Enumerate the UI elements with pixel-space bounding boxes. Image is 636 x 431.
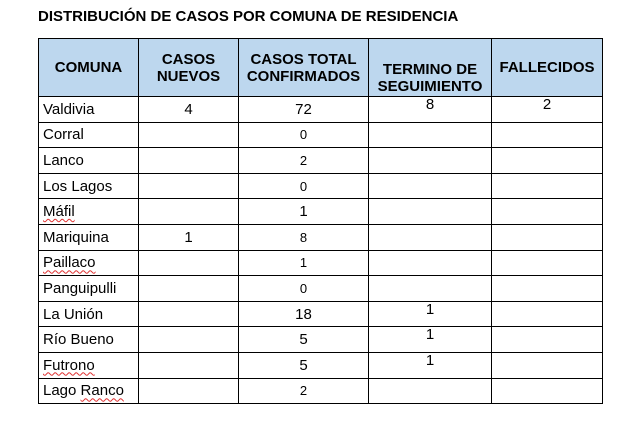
header-casos-nuevos (139, 39, 239, 97)
cell-total: 0 (239, 173, 369, 199)
cell-comuna (39, 276, 139, 302)
cell-termino: 1 (369, 352, 492, 378)
cell-nuevos: 4 (139, 97, 239, 123)
table-row (39, 122, 603, 148)
table-row (39, 301, 603, 327)
cell-comuna (39, 173, 139, 199)
header-casos-total (239, 39, 369, 97)
cell-total: 1 (239, 199, 369, 225)
header-row (39, 39, 603, 97)
cell-nuevos (139, 122, 239, 148)
cell-nuevos (139, 199, 239, 225)
header-casos-nuevos-line2: NUEVOS (156, 67, 221, 85)
header-casos-total-line1: CASOS TOTAL (250, 50, 357, 68)
table-row (39, 327, 603, 353)
cell-termino: 1 (369, 301, 492, 327)
header-termino-line1: TERMINO DE (382, 61, 478, 78)
cell-fallecidos (492, 276, 603, 302)
cell-termino (369, 276, 492, 302)
header-casos-total-line2: CONFIRMADOS (246, 67, 361, 85)
cell-nuevos: 1 (139, 224, 239, 250)
comuna-name: Mariquina (43, 228, 109, 246)
cell-fallecidos (492, 250, 603, 276)
cell-termino: 1 (369, 327, 492, 353)
cell-total: 8 (239, 224, 369, 250)
cell-total: 1 (239, 250, 369, 276)
header-fallecidos: FALLECIDOS (492, 39, 603, 97)
header-comuna: COMUNA (39, 39, 139, 97)
comuna-name: Río Bueno (43, 331, 114, 349)
cell-comuna (39, 327, 139, 353)
cell-fallecidos (492, 301, 603, 327)
comuna-name: Lanco (43, 151, 84, 169)
comuna-name: La Unión (43, 305, 104, 323)
cell-total: 0 (239, 276, 369, 302)
cell-termino: 8 (369, 97, 492, 123)
table-row (39, 97, 603, 123)
comuna-name: Los Lagos (43, 177, 113, 195)
cell-total: 72 (239, 97, 369, 123)
table-row (39, 250, 603, 276)
cell-comuna (39, 122, 139, 148)
cell-total: 18 (239, 301, 369, 327)
cell-comuna (39, 199, 139, 225)
cell-comuna (39, 148, 139, 174)
header-casos-nuevos-line1: CASOS (161, 50, 216, 68)
comuna-name: Panguipulli (43, 279, 117, 297)
cell-nuevos (139, 250, 239, 276)
cell-fallecidos (492, 224, 603, 250)
cell-fallecidos (492, 122, 603, 148)
table-row (39, 199, 603, 225)
table-row (39, 378, 603, 404)
comuna-name: Futrono (43, 356, 95, 374)
cell-fallecidos (492, 327, 603, 353)
comuna-name: Valdivia (43, 100, 95, 118)
cell-fallecidos (492, 173, 603, 199)
cell-comuna (39, 250, 139, 276)
table-row (39, 173, 603, 199)
table-row (39, 224, 603, 250)
cell-fallecidos (492, 378, 603, 404)
cell-fallecidos (492, 199, 603, 225)
header-termino-line2: SEGUIMIENTO (377, 78, 483, 95)
cell-nuevos (139, 301, 239, 327)
cell-comuna (39, 352, 139, 378)
header-termino (369, 39, 492, 97)
table-row (39, 276, 603, 302)
cell-termino (369, 148, 492, 174)
cell-comuna: Lago Ranco (39, 378, 139, 404)
cell-nuevos (139, 276, 239, 302)
cell-total: 2 (239, 148, 369, 174)
cell-comuna (39, 301, 139, 327)
cell-termino (369, 250, 492, 276)
cell-comuna (39, 97, 139, 123)
comuna-name: Máfil (43, 203, 75, 221)
cell-fallecidos: 2 (492, 97, 603, 123)
cell-fallecidos (492, 352, 603, 378)
cell-termino (369, 199, 492, 225)
cell-total: 5 (239, 327, 369, 353)
cell-termino (369, 122, 492, 148)
cases-table (38, 38, 603, 404)
comuna-name: Ranco (80, 382, 124, 400)
comuna-name: Paillaco (43, 254, 96, 272)
cell-nuevos (139, 148, 239, 174)
cell-nuevos (139, 327, 239, 353)
cell-fallecidos (492, 148, 603, 174)
cell-nuevos (139, 378, 239, 404)
table-row (39, 352, 603, 378)
cell-termino (369, 378, 492, 404)
cell-total: 5 (239, 352, 369, 378)
table-row (39, 148, 603, 174)
cell-total: 2 (239, 378, 369, 404)
cell-total: 0 (239, 122, 369, 148)
cell-termino (369, 173, 492, 199)
cell-termino (369, 224, 492, 250)
table-title: DISTRIBUCIÓN DE CASOS POR COMUNA DE RESIDENCIA (38, 8, 459, 25)
cell-nuevos (139, 352, 239, 378)
cell-comuna (39, 224, 139, 250)
cell-nuevos (139, 173, 239, 199)
comuna-name: Corral (43, 126, 84, 144)
